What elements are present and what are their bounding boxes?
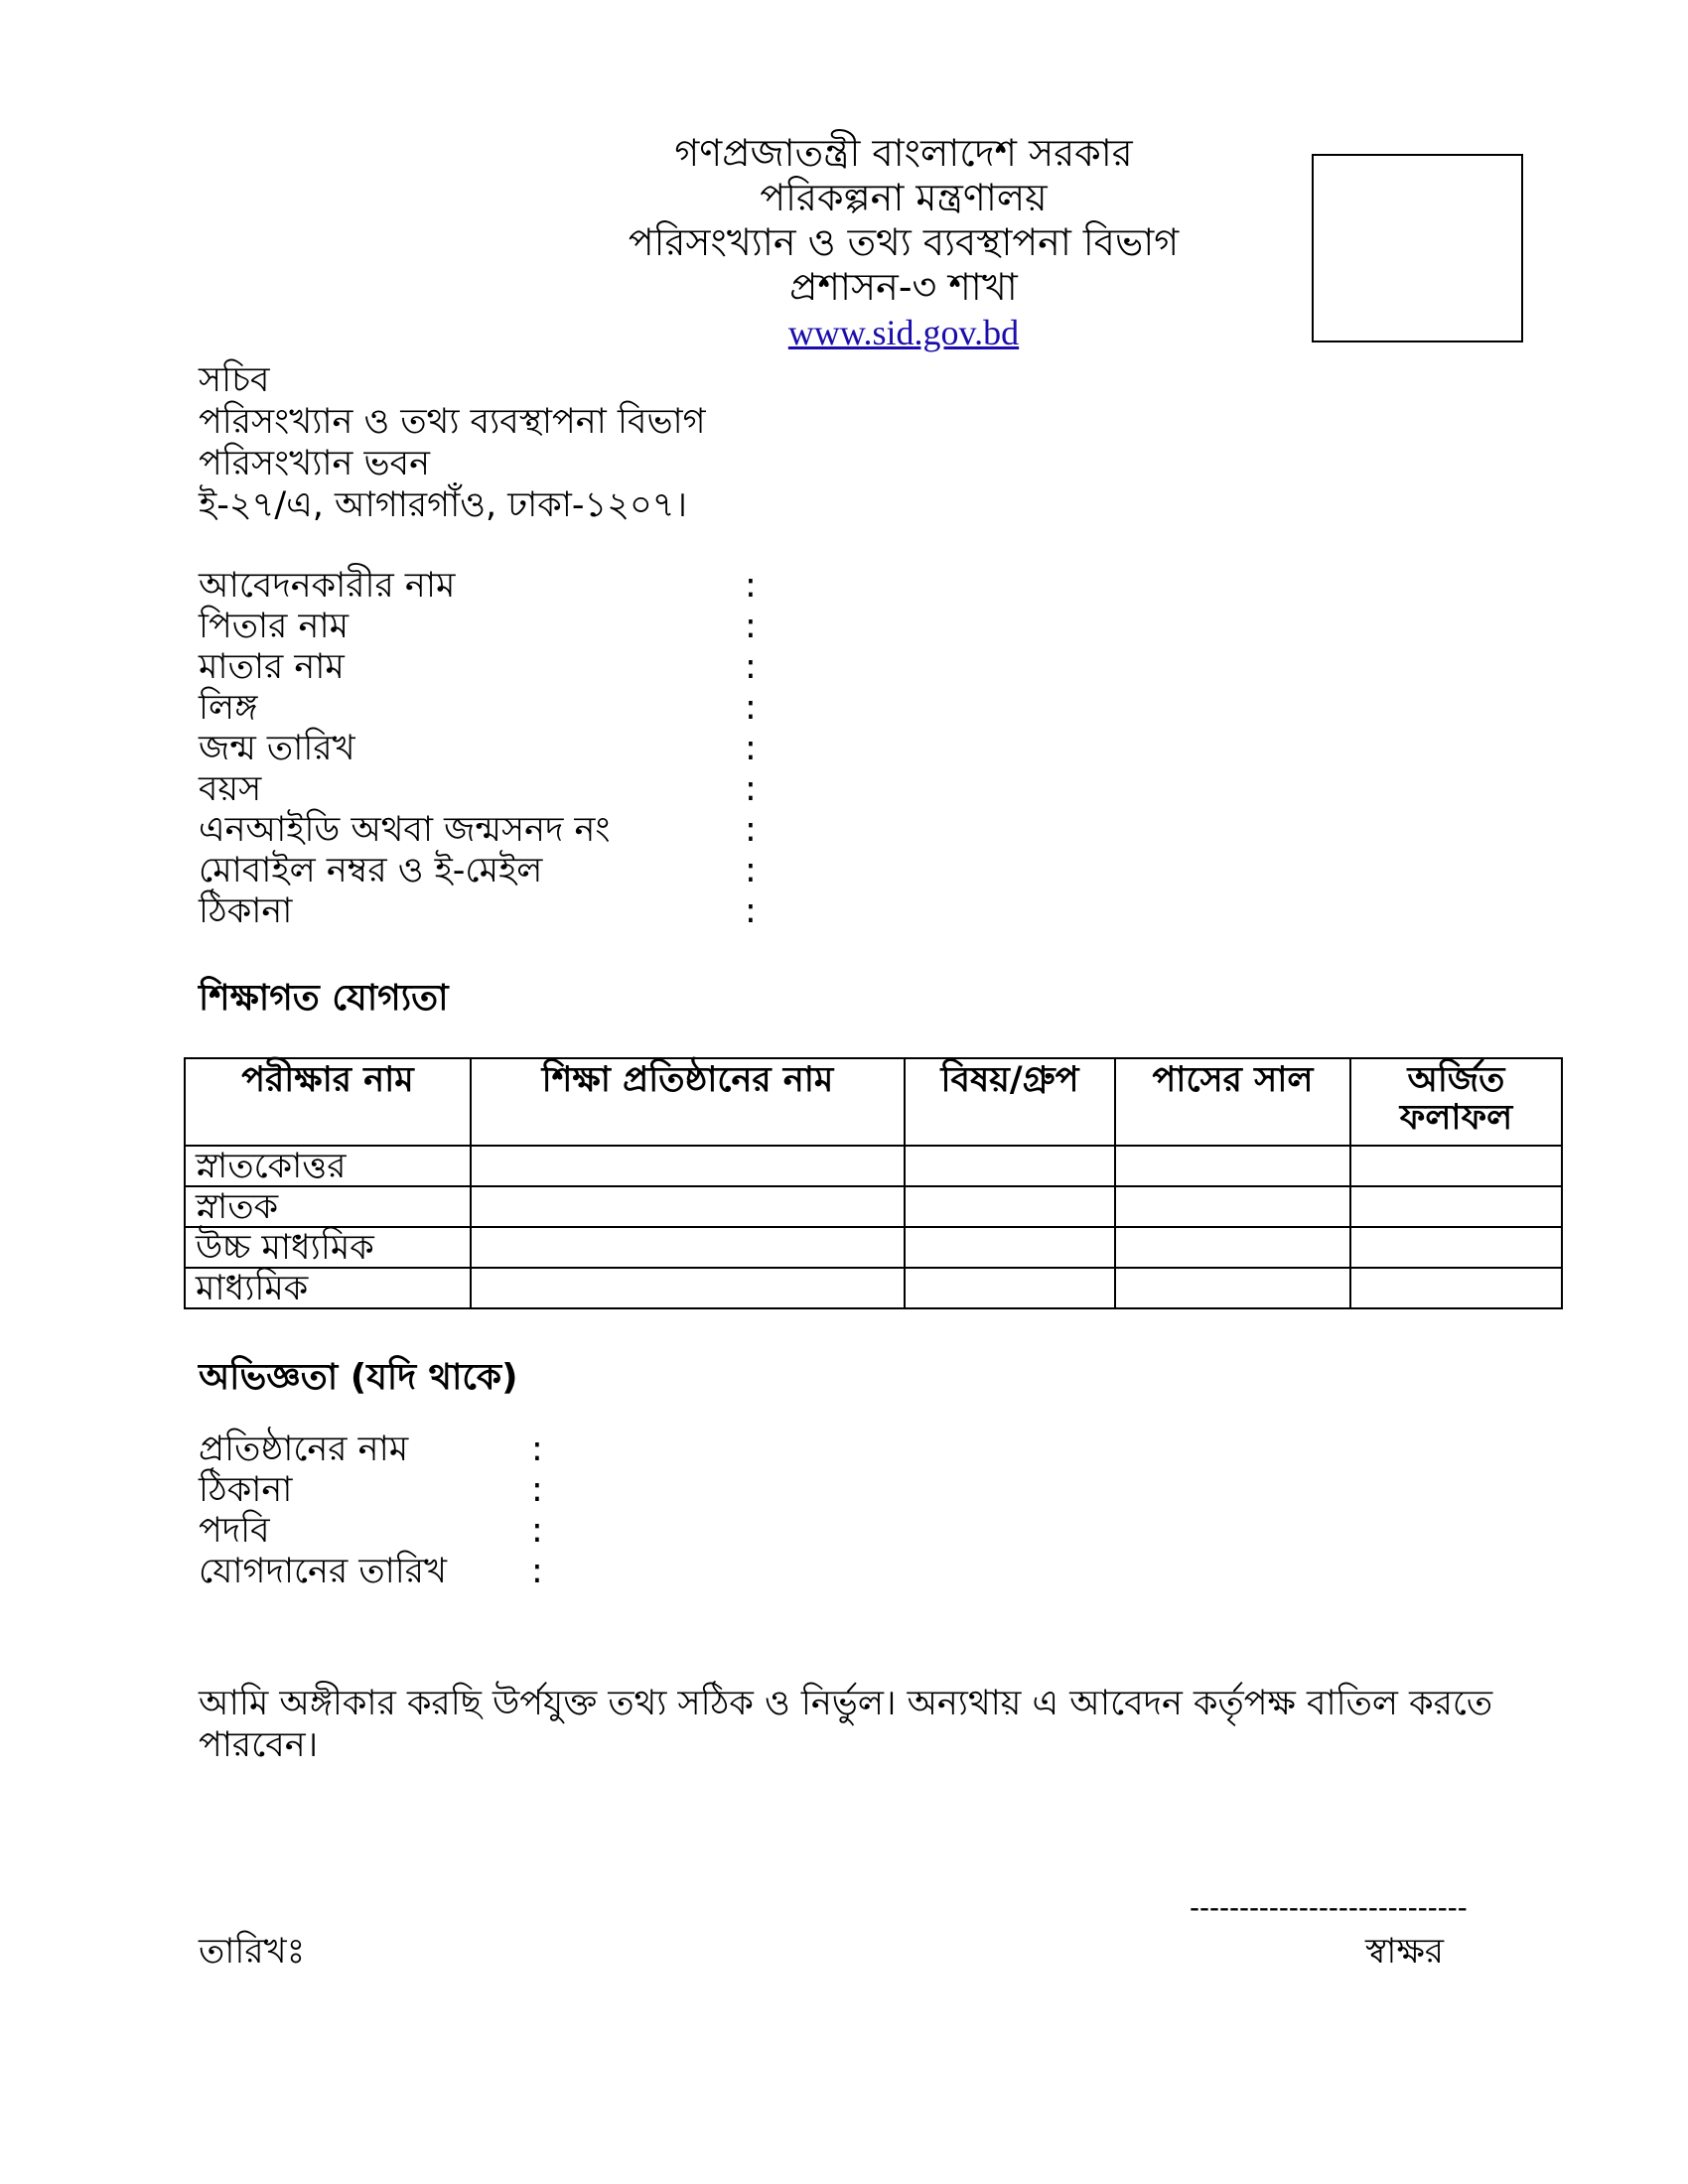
cell-year[interactable] <box>1115 1227 1350 1268</box>
photo-box <box>1312 154 1523 342</box>
field-exp-address <box>199 1470 543 1511</box>
field-label: লিঙ্গ <box>199 688 258 728</box>
field-colon: : <box>531 1430 543 1469</box>
header-subject: বিষয়/গ্রুপ <box>905 1058 1115 1146</box>
cell-subject[interactable] <box>905 1227 1115 1268</box>
field-mother-name <box>199 647 757 688</box>
field-exp-designation <box>199 1511 543 1552</box>
field-colon: : <box>531 1470 543 1510</box>
address-building: পরিসংখ্যান ভবন <box>199 444 430 483</box>
cell-result[interactable] <box>1350 1146 1562 1186</box>
field-colon: : <box>745 566 757 606</box>
cell-subject[interactable] <box>905 1146 1115 1186</box>
cell-year[interactable] <box>1115 1268 1350 1308</box>
header-year: পাসের সাল <box>1115 1058 1350 1146</box>
cell-institution[interactable] <box>471 1186 905 1227</box>
website-link[interactable]: www.sid.gov.bd <box>787 313 1020 352</box>
exam-name: স্নাতকোত্তর <box>185 1146 471 1186</box>
exam-name: মাধ্যমিক <box>185 1268 471 1308</box>
field-applicant-name <box>199 566 757 607</box>
education-table <box>184 1057 1563 1309</box>
field-label: যোগদানের তারিখ <box>199 1552 447 1591</box>
cell-year[interactable] <box>1115 1146 1350 1186</box>
header-result: অর্জিত ফলাফল <box>1350 1058 1562 1146</box>
header-institution: শিক্ষা প্রতিষ্ঠানের নাম <box>471 1058 905 1146</box>
signature-label: স্বাক্ষর <box>1365 1932 1445 1972</box>
cell-institution[interactable] <box>471 1268 905 1308</box>
table-header-row <box>185 1058 1562 1146</box>
cell-year[interactable] <box>1115 1186 1350 1227</box>
cell-institution[interactable] <box>471 1227 905 1268</box>
field-label: ঠিকানা <box>199 891 293 931</box>
field-colon: : <box>745 607 757 646</box>
field-mobile-email <box>199 851 757 891</box>
field-gender <box>199 688 757 729</box>
address-location: ই-২৭/এ, আগারগাঁও, ঢাকা-১২০৭। <box>199 485 687 525</box>
field-colon: : <box>745 769 757 809</box>
field-colon: : <box>745 647 757 687</box>
table-row <box>185 1146 1562 1186</box>
field-exp-institution <box>199 1430 543 1470</box>
header-exam: পরীক্ষার নাম <box>185 1058 471 1146</box>
cell-subject[interactable] <box>905 1186 1115 1227</box>
branch-title: প্রশাসন-৩ শাখা <box>789 265 1018 309</box>
address-division: পরিসংখ্যান ও তথ্য ব্যবস্থাপনা বিভাগ <box>199 402 706 442</box>
table-row <box>185 1268 1562 1308</box>
cell-result[interactable] <box>1350 1268 1562 1308</box>
exam-name: স্নাতক <box>185 1186 471 1227</box>
cell-result[interactable] <box>1350 1227 1562 1268</box>
field-nid <box>199 810 757 851</box>
experience-title: অভিজ্ঞতা (যদি থাকে) <box>199 1357 518 1398</box>
field-label: পদবি <box>199 1511 270 1551</box>
ministry-title: পরিকল্পনা মন্ত্রণালয় <box>760 176 1048 219</box>
field-colon: : <box>531 1552 543 1591</box>
field-label: ঠিকানা <box>199 1470 293 1510</box>
address-to: সচিব <box>199 360 270 400</box>
field-age <box>199 769 757 810</box>
cell-institution[interactable] <box>471 1146 905 1186</box>
field-label: জন্ম তারিখ <box>199 729 355 768</box>
field-birth-date <box>199 729 757 769</box>
field-father-name <box>199 607 757 647</box>
education-title: শিক্ষাগত যোগ্যতা <box>199 978 449 1019</box>
field-label: মাতার নাম <box>199 647 345 687</box>
field-colon: : <box>745 688 757 728</box>
recipient-address <box>199 359 706 526</box>
govt-title: গণপ্রজাতন্ত্রী বাংলাদেশ সরকার <box>674 131 1133 175</box>
cell-result[interactable] <box>1350 1186 1562 1227</box>
field-colon: : <box>745 851 757 890</box>
signature-line: ---------------------------- <box>1190 1891 1468 1924</box>
table-row <box>185 1227 1562 1268</box>
field-colon: : <box>745 891 757 931</box>
table-row <box>185 1186 1562 1227</box>
declaration-text: আমি অঙ্গীকার করছি উর্পযুক্ত তথ্য সঠিক ও নির্ভুল। অন্যথায় এ আবেদন কর্তৃপক্ষ বাতিল করতে পারবেন। <box>199 1684 1493 1765</box>
exam-name: উচ্চ মাধ্যমিক <box>185 1227 471 1268</box>
field-label: প্রতিষ্ঠানের নাম <box>199 1430 409 1469</box>
date-label: তারিখঃ <box>199 1932 306 1972</box>
field-label: এনআইডি অথবা জন্মসনদ নং <box>199 810 611 850</box>
field-colon: : <box>745 810 757 850</box>
field-label: বয়স <box>199 769 262 809</box>
cell-subject[interactable] <box>905 1268 1115 1308</box>
form-header <box>496 131 1311 355</box>
field-exp-joining-date <box>199 1552 543 1592</box>
division-title: পরিসংখ্যান ও তথ্য ব্যবস্থাপনা বিভাগ <box>628 220 1180 264</box>
field-label: আবেদনকারীর নাম <box>199 566 456 606</box>
field-address <box>199 891 757 932</box>
field-label: পিতার নাম <box>199 607 350 646</box>
field-label: মোবাইল নম্বর ও ই-মেইল <box>199 851 543 890</box>
field-colon: : <box>531 1511 543 1551</box>
field-colon: : <box>745 729 757 768</box>
